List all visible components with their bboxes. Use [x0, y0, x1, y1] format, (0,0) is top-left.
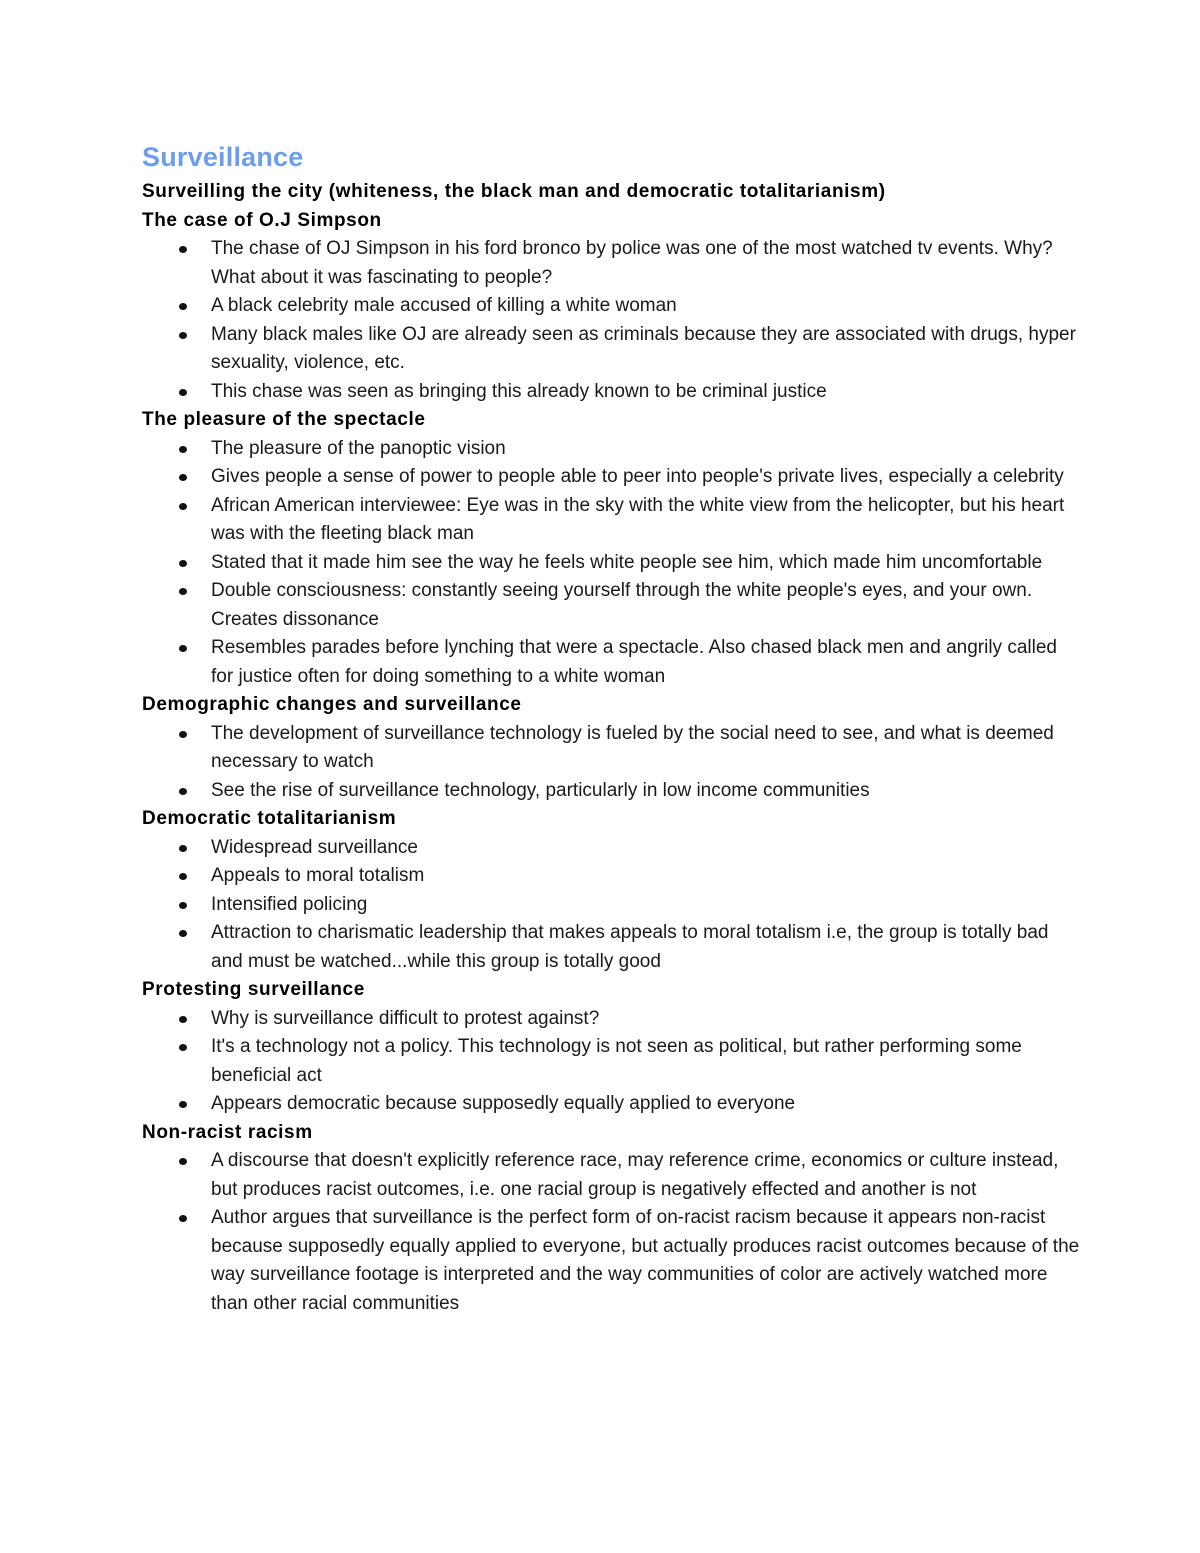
list-item — [142, 321, 1082, 378]
section — [142, 1119, 1082, 1319]
bullet-icon — [179, 560, 187, 567]
list-item — [142, 862, 1082, 891]
bullet-icon — [179, 332, 187, 339]
list-item-text: Double consciousness: constantly seeing yourself through the white people's eyes, and your own. Creates dissonance — [211, 580, 1033, 630]
bullet-icon — [179, 446, 187, 453]
bullet-icon — [179, 731, 187, 738]
bullet-list — [142, 235, 1082, 406]
bullet-icon — [179, 1101, 187, 1108]
list-item — [142, 378, 1082, 407]
list-item — [142, 463, 1082, 492]
bullet-icon — [179, 1016, 187, 1023]
bullet-icon — [179, 246, 187, 253]
list-item-text: Attraction to charismatic leadership that makes appeals to moral totalism i.e, the group is totally bad and must be watched...while this group is totally good — [211, 922, 1049, 972]
bullet-icon — [179, 1215, 187, 1222]
list-item-text: Why is surveillance difficult to protest against? — [211, 1007, 600, 1029]
document-page — [142, 140, 1082, 1318]
list-item — [142, 1147, 1082, 1204]
list-item — [142, 1204, 1082, 1318]
bullet-icon — [179, 930, 187, 937]
bullet-list — [142, 1005, 1082, 1119]
list-item — [142, 891, 1082, 920]
list-item — [142, 634, 1082, 691]
bullet-icon — [179, 303, 187, 310]
list-item — [142, 777, 1082, 806]
list-item-text: African American interviewee: Eye was in the sky with the white view from the helicopter, but his heart was with the fleeting black man — [211, 494, 1065, 544]
bullet-icon — [179, 873, 187, 880]
list-item-text: Gives people a sense of power to people able to peer into people's private lives, especially a celebrity — [211, 466, 1064, 487]
bullet-icon — [179, 902, 187, 909]
list-item — [142, 235, 1082, 292]
section — [142, 691, 1082, 805]
list-item — [142, 435, 1082, 464]
list-item — [142, 492, 1082, 549]
bullet-icon — [179, 1158, 187, 1165]
section-heading: Demographic changes and surveillance — [142, 694, 522, 715]
bullet-list — [142, 435, 1082, 692]
list-item — [142, 1005, 1082, 1034]
list-item-text: Appears democratic because supposedly equally applied to everyone — [211, 1093, 796, 1114]
list-item-text: Resembles parades before lynching that were a spectacle. Also chased black men and angrily called for justice often for doing something to a white woman — [211, 637, 1057, 687]
section — [142, 976, 1082, 1119]
section — [142, 207, 1082, 407]
list-item-text: This chase was seen as bringing this already known to be criminal justice — [211, 380, 827, 402]
section — [142, 805, 1082, 976]
list-item-text: A black celebrity male accused of killing a white woman — [211, 295, 677, 316]
section-heading: Protesting surveillance — [142, 979, 365, 1000]
section — [142, 406, 1082, 691]
section-heading: The pleasure of the spectacle — [142, 409, 426, 430]
list-item — [142, 1033, 1082, 1090]
list-item-text: Stated that it made him see the way he feels white people see him, which made him uncomfortable — [211, 551, 1043, 573]
bullet-icon — [179, 588, 187, 595]
list-item-text: See the rise of surveillance technology, particularly in low income communities — [211, 779, 870, 801]
list-item-text: Intensified policing — [211, 893, 368, 915]
bullet-icon — [179, 788, 187, 795]
list-item-text: Appeals to moral totalism — [211, 865, 425, 886]
bullet-icon — [179, 645, 187, 652]
list-item — [142, 919, 1082, 976]
list-item — [142, 1090, 1082, 1119]
list-item-text: Author argues that surveillance is the perfect form of on-racist racism because it appears non-racist because supposedly equally applied to everyone, but actually produces racist outcomes because of the way surveillance footage is interpreted and the way communities of color are actively watched more than other racial communities — [211, 1207, 1080, 1314]
section-heading: Non-racist racism — [142, 1121, 313, 1143]
list-item-text: The development of surveillance technology is fueled by the social need to see, and what is deemed necessary to watch — [211, 722, 1054, 772]
bullet-list — [142, 1147, 1082, 1318]
bullet-list — [142, 834, 1082, 977]
list-item-text: It's a technology not a policy. This technology is not seen as political, but rather performing some beneficial act — [211, 1036, 1022, 1086]
list-item — [142, 292, 1082, 321]
list-item — [142, 834, 1082, 863]
document-subtitle: Surveilling the city (whiteness, the black man and democratic totalitarianism) — [142, 181, 886, 202]
section-heading: Democratic totalitarianism — [142, 808, 397, 829]
list-item — [142, 577, 1082, 634]
list-item-text: The chase of OJ Simpson in his ford bronco by police was one of the most watched tv events. Why? What about it was fascinating to people? — [211, 238, 1053, 288]
bullet-icon — [179, 845, 187, 852]
bullet-icon — [179, 1044, 187, 1051]
document-title: Surveillance — [142, 142, 304, 172]
bullet-icon — [179, 503, 187, 510]
list-item — [142, 720, 1082, 777]
list-item — [142, 549, 1082, 578]
sections-container — [142, 207, 1082, 1319]
section-heading: The case of O.J Simpson — [142, 209, 382, 231]
bullet-icon — [179, 474, 187, 481]
list-item-text: The pleasure of the panoptic vision — [211, 437, 506, 459]
list-item-text: A discourse that doesn't explicitly reference race, may reference crime, economics or culture instead, but produces racist outcomes, i.e. one racial group is negatively effected and another is not — [211, 1150, 1059, 1200]
bullet-icon — [179, 389, 187, 396]
bullet-list — [142, 720, 1082, 806]
list-item-text: Widespread surveillance — [211, 836, 418, 858]
list-item-text: Many black males like OJ are already seen as criminals because they are associated with drugs, hyper sexuality, violence, etc. — [211, 323, 1076, 373]
